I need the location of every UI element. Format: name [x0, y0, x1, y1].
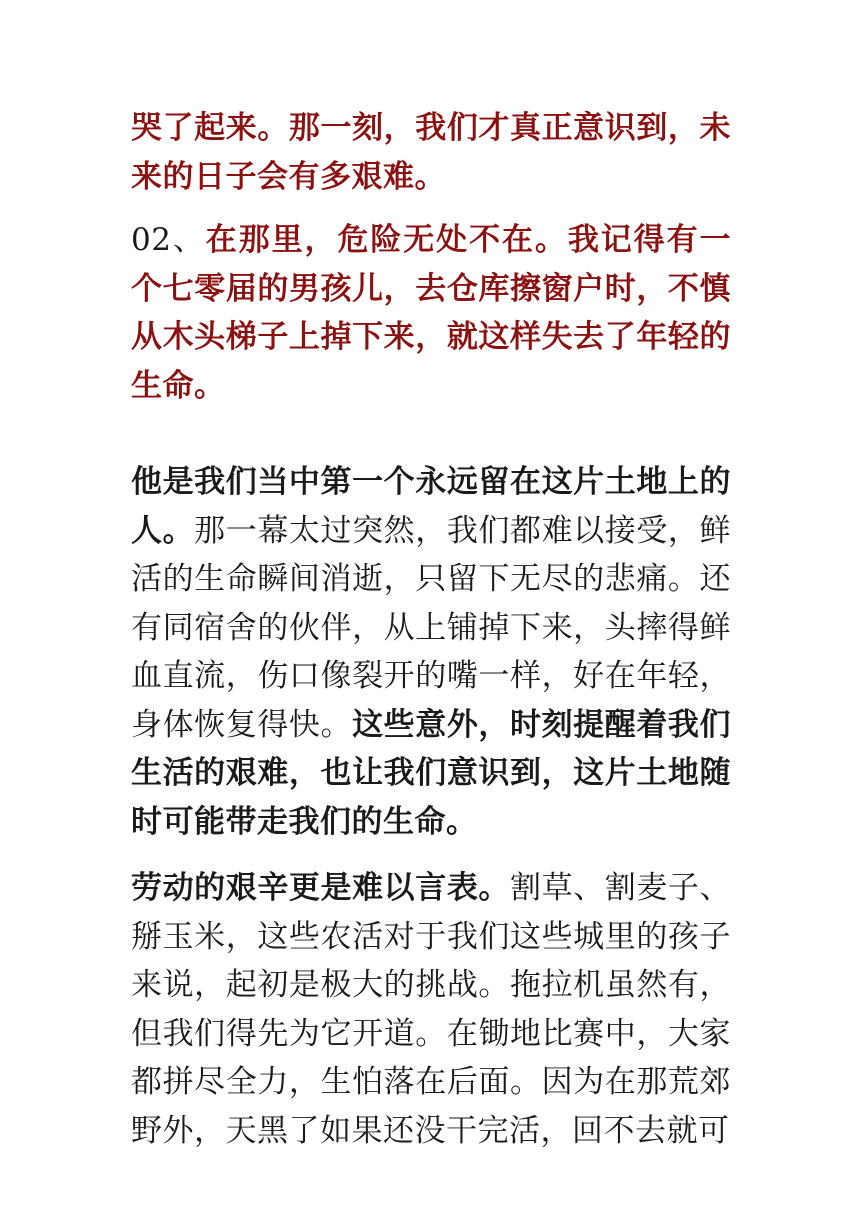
paragraph-3 — [131, 458, 731, 846]
paragraph-1-text: 哭了起来。那一刻，我们才真正意识到，未来的日子会有多艰难。 — [131, 110, 731, 195]
document-page — [131, 104, 731, 1155]
paragraph-3-body: 那一幕太过突然，我们都难以接受，鲜活的生命瞬间消逝，只留下无尽的悲痛。还有同宿舍的伙伴，从上铺掉下来，头摔得鲜血直流，伤口像裂开的嘴一样，好在年轻，身体恢复得快。 — [131, 512, 732, 743]
paragraph-2 — [131, 216, 731, 410]
paragraph-4 — [131, 864, 731, 1155]
paragraph-2-text: 在那里，危险无处不在。我记得有一个七零届的男孩儿，去仓库擦窗户时，不慎从木头梯子上掉下来，就这样失去了年轻的生命。 — [131, 222, 731, 404]
paragraph-2-number: 02、 — [131, 222, 206, 258]
paragraph-3-lead: 他是我们当中第一个永远留在这片土地上的人。 — [131, 464, 731, 549]
paragraph-1 — [131, 104, 731, 201]
paragraph-4-body: 割草、割麦子、掰玉米，这些农活对于我们这些城里的孩子来说，起初是极大的挑战。拖拉机虽然有，但我们得先为它开道。在锄地比赛中，大家都拼尽全力，生怕落在后面。因为在那荒郊野外，天黑了如果还没干完活，回不去就可 — [131, 870, 731, 1149]
paragraph-3-emphasis: 这些意外，时刻提醒着我们生活的艰难，也让我们意识到，这片土地随时可能带走我们的生命。 — [131, 706, 732, 840]
paragraph-4-lead: 劳动的艰辛更是难以言表。 — [131, 870, 510, 906]
